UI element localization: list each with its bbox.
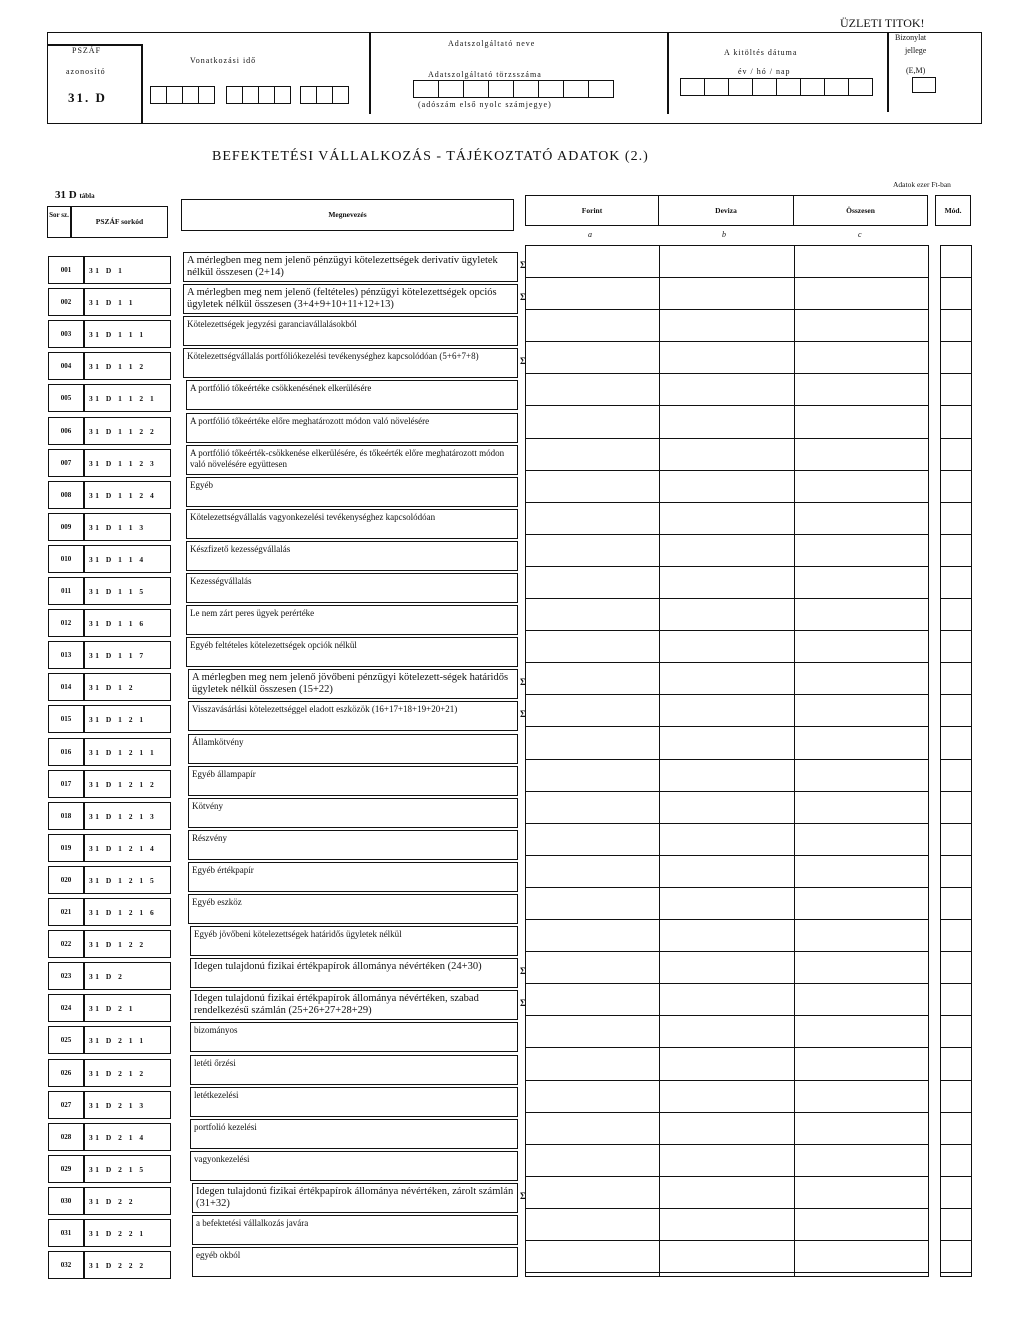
row-code: 31 D 1 1 7 (84, 641, 171, 669)
total-cell[interactable] (795, 599, 928, 630)
fx-cell[interactable] (660, 246, 794, 277)
row-code: 31 D 2 1 4 (84, 1123, 171, 1151)
fx-cell[interactable] (660, 888, 794, 919)
row-code: 31 D 1 2 1 (84, 705, 171, 733)
mod-cell[interactable] (941, 888, 971, 919)
total-cell[interactable] (795, 310, 928, 341)
total-cell[interactable] (795, 278, 928, 309)
mod-cell[interactable] (941, 856, 971, 887)
total-cell[interactable] (795, 1241, 928, 1272)
total-cell[interactable] (795, 503, 928, 534)
mod-cell[interactable] (941, 1016, 971, 1047)
row-description: Visszavásárlási kötelezettséggel eladott eszközök (16+17+18+19+20+21) (188, 701, 518, 731)
huf-cell[interactable] (526, 535, 659, 566)
mod-cell[interactable] (941, 920, 971, 951)
mod-cell[interactable] (941, 439, 971, 470)
row-serial: 017 (48, 770, 84, 798)
row-code: 31 D 2 1 2 (84, 1059, 171, 1087)
row-serial: 013 (48, 641, 84, 669)
fx-cell[interactable] (660, 599, 794, 630)
huf-cell[interactable] (526, 374, 659, 405)
huf-cell[interactable] (526, 310, 659, 341)
row-code: 31 D 2 (84, 962, 171, 990)
row-code: 31 D 2 1 (84, 994, 171, 1022)
huf-cell[interactable] (526, 856, 659, 887)
row-code: 31 D 2 1 1 (84, 1026, 171, 1054)
row-description: letétkezelési (190, 1087, 518, 1117)
mod-cell[interactable] (941, 631, 971, 662)
mod-cell[interactable] (941, 1049, 971, 1080)
huf-cell[interactable] (526, 824, 659, 855)
row-serial: 003 (48, 320, 84, 348)
total-cell[interactable] (795, 631, 928, 662)
row-description: Idegen tulajdonú fizikai értékpapírok állománya névértéken, zárolt számlán (31+32) (192, 1183, 518, 1213)
fx-cell[interactable] (660, 792, 794, 823)
row-serial: 018 (48, 802, 84, 830)
huf-cell[interactable] (526, 984, 659, 1015)
huf-cell[interactable] (526, 1209, 659, 1240)
pszaf-code: 31. D (68, 90, 107, 105)
total-cell[interactable] (795, 952, 928, 983)
total-cell[interactable] (795, 1113, 928, 1144)
row-description: portfolió kezelési (190, 1119, 518, 1149)
row-code: 31 D 1 (84, 256, 171, 284)
huf-cell[interactable] (526, 760, 659, 791)
fx-cell[interactable] (660, 407, 794, 438)
mod-cell[interactable] (941, 503, 971, 534)
row-serial: 021 (48, 898, 84, 926)
sum-marker: Σ (520, 998, 526, 1008)
huf-cell[interactable] (526, 471, 659, 502)
huf-cell[interactable] (526, 952, 659, 983)
row-serial: 001 (48, 256, 84, 284)
row-code: 31 D 2 1 5 (84, 1155, 171, 1183)
huf-cell[interactable] (526, 1016, 659, 1047)
row-description: Kötelezettségvállalás portfóliókezelési tevékenységhez kapcsolódóan (5+6+7+8) (183, 348, 518, 378)
fx-cell[interactable] (660, 471, 794, 502)
mod-cell[interactable] (941, 663, 971, 694)
fx-cell[interactable] (660, 663, 794, 694)
row-description: A mérlegben meg nem jelenő pénzügyi kötelezettségek derivatív ügyletek nélkül összesen (2+14) (183, 252, 518, 282)
total-cell[interactable] (795, 471, 928, 502)
fx-cell[interactable] (660, 760, 794, 791)
fx-cell[interactable] (660, 984, 794, 1015)
mod-cell[interactable] (941, 310, 971, 341)
row-description: Idegen tulajdonú fizikai értékpapírok állománya névértéken, szabad rendelkezésű számlán (25+26+27+28+29) (190, 990, 518, 1020)
sum-marker: Σ (520, 677, 526, 687)
row-serial: 006 (48, 417, 84, 445)
row-serial: 005 (48, 384, 84, 412)
mod-row-line (940, 1047, 972, 1048)
fx-cell[interactable] (660, 1177, 794, 1208)
huf-cell[interactable] (526, 792, 659, 823)
row-code: 31 D 2 2 2 (84, 1251, 171, 1279)
mod-cell[interactable] (941, 407, 971, 438)
mod-cell[interactable] (941, 1241, 971, 1272)
fx-cell[interactable] (660, 310, 794, 341)
provider-id-label: Adatszolgáltató törzsszáma (428, 70, 542, 79)
huf-cell[interactable] (526, 631, 659, 662)
grid-row-line (525, 1047, 929, 1048)
fx-cell[interactable] (660, 567, 794, 598)
row-code: 31 D 1 1 2 2 (84, 417, 171, 445)
pszaf-label: PSZÁF (72, 46, 102, 55)
fx-cell[interactable] (660, 1145, 794, 1176)
fill-date-input[interactable] (680, 78, 880, 96)
total-cell[interactable] (795, 760, 928, 791)
huf-cell[interactable] (526, 1081, 659, 1112)
sum-marker: Σ (520, 292, 526, 302)
fx-cell[interactable] (660, 439, 794, 470)
row-description: letéti őrzési (190, 1055, 518, 1085)
huf-cell[interactable] (526, 1049, 659, 1080)
row-description: A portfólió tőkeértéke előre meghatározott módon való növelésére (186, 413, 518, 443)
mod-cell[interactable] (941, 1177, 971, 1208)
row-description: Egyéb feltételes kötelezettségek opciók nélkül (186, 637, 518, 667)
row-description: A portfólió tőkeértéke csökkenésének elkerülésére (186, 380, 518, 410)
row-code: 31 D 1 2 1 1 (84, 738, 171, 766)
huf-cell[interactable] (526, 407, 659, 438)
col-code: PSZÁF sorkód (71, 206, 168, 238)
huf-cell[interactable] (526, 567, 659, 598)
row-description: Készfizető kezességvállalás (186, 541, 518, 571)
huf-cell[interactable] (526, 728, 659, 759)
doc-type-options: (E,M) (906, 66, 926, 75)
row-serial: 023 (48, 962, 84, 990)
huf-cell[interactable] (526, 695, 659, 726)
row-serial: 015 (48, 705, 84, 733)
col-name: Megnevezés (181, 199, 514, 231)
mod-row-line (940, 726, 972, 727)
sum-marker: Σ (520, 356, 526, 366)
total-cell[interactable] (795, 439, 928, 470)
row-code: 31 D 1 1 (84, 288, 171, 316)
row-code: 31 D 1 2 1 6 (84, 898, 171, 926)
row-code: 31 D 1 2 1 4 (84, 834, 171, 862)
total-cell[interactable] (795, 246, 928, 277)
period-label: Vonatkozási idő (190, 56, 257, 65)
row-description: Egyéb eszköz (188, 894, 518, 924)
huf-cell[interactable] (526, 920, 659, 951)
col-huf: Forint (525, 195, 659, 226)
grid-row-line (525, 405, 929, 406)
row-serial: 024 (48, 994, 84, 1022)
fx-cell[interactable] (660, 856, 794, 887)
row-code: 31 D 1 1 1 (84, 320, 171, 348)
mod-cell[interactable] (941, 760, 971, 791)
row-code: 31 D 1 1 5 (84, 577, 171, 605)
huf-cell[interactable] (526, 1113, 659, 1144)
huf-cell[interactable] (526, 1177, 659, 1208)
row-description: A portfólió tőkeérték-csökkenése elkerülésére, és tőkeérték előre meghatározott módon való növelésére együttesen (186, 445, 518, 475)
row-serial: 022 (48, 930, 84, 958)
unit-note: Adatok ezer Ft-ban (893, 180, 951, 189)
col-serial: Sor sz. (47, 206, 71, 238)
total-cell[interactable] (795, 824, 928, 855)
total-cell[interactable] (795, 695, 928, 726)
row-description: A mérlegben meg nem jelenő jövőbeni pénzügyi kötelezett-ségek határidős ügyletek nélkül összesen (15+22) (188, 669, 518, 699)
fx-cell[interactable] (660, 1016, 794, 1047)
sum-marker: Σ (520, 709, 526, 719)
row-code: 31 D 1 1 2 (84, 352, 171, 380)
mod-cell[interactable] (941, 374, 971, 405)
row-serial: 002 (48, 288, 84, 316)
fx-cell[interactable] (660, 695, 794, 726)
total-cell[interactable] (795, 888, 928, 919)
row-code: 31 D 1 2 1 2 (84, 770, 171, 798)
huf-cell[interactable] (526, 278, 659, 309)
total-cell[interactable] (795, 1177, 928, 1208)
fx-cell[interactable] (660, 1113, 794, 1144)
fx-cell[interactable] (660, 503, 794, 534)
mod-cell[interactable] (941, 728, 971, 759)
fx-cell[interactable] (660, 1081, 794, 1112)
provider-id-note: (adószám első nyolc számjegye) (418, 100, 552, 109)
total-cell[interactable] (795, 920, 928, 951)
fx-cell[interactable] (660, 535, 794, 566)
doc-type-sublabel: jellege (905, 46, 927, 55)
row-description: Részvény (188, 830, 518, 860)
total-cell[interactable] (795, 984, 928, 1015)
period-input[interactable] (150, 86, 350, 104)
row-code: 31 D 2 1 3 (84, 1091, 171, 1119)
row-serial: 007 (48, 449, 84, 477)
mod-cell[interactable] (941, 952, 971, 983)
mod-cell[interactable] (941, 824, 971, 855)
row-serial: 029 (48, 1155, 84, 1183)
mod-row-line (940, 1272, 972, 1273)
row-code: 31 D 1 2 (84, 673, 171, 701)
col-letter-c: c (858, 230, 862, 239)
row-code: 31 D 1 2 2 (84, 930, 171, 958)
fx-cell[interactable] (660, 920, 794, 951)
mod-cell[interactable] (941, 792, 971, 823)
mod-cell[interactable] (941, 1081, 971, 1112)
row-serial: 011 (48, 577, 84, 605)
total-cell[interactable] (795, 1016, 928, 1047)
row-description: Kezességvállalás (186, 573, 518, 603)
mod-cell[interactable] (941, 471, 971, 502)
row-code: 31 D 1 2 1 5 (84, 866, 171, 894)
huf-cell[interactable] (526, 503, 659, 534)
total-cell[interactable] (795, 1081, 928, 1112)
mod-cell[interactable] (941, 695, 971, 726)
total-cell[interactable] (795, 567, 928, 598)
col-fx: Deviza (658, 195, 794, 226)
row-serial: 012 (48, 609, 84, 637)
row-code: 31 D 1 1 4 (84, 545, 171, 573)
row-description: bizományos (190, 1022, 518, 1052)
fill-date-label: A kitöltés dátuma (724, 48, 798, 57)
huf-cell[interactable] (526, 599, 659, 630)
huf-cell[interactable] (526, 1241, 659, 1272)
row-serial: 016 (48, 738, 84, 766)
mod-cell[interactable] (941, 1145, 971, 1176)
sum-marker: Σ (520, 966, 526, 976)
fx-cell[interactable] (660, 278, 794, 309)
row-code: 31 D 1 1 3 (84, 513, 171, 541)
mod-cell[interactable] (941, 342, 971, 373)
col-letter-a: a (588, 230, 592, 239)
row-description: Kötelezettségvállalás vagyonkezelési tevékenységhez kapcsolódóan (186, 509, 518, 539)
fx-cell[interactable] (660, 1209, 794, 1240)
fx-cell[interactable] (660, 1241, 794, 1272)
huf-cell[interactable] (526, 246, 659, 277)
total-cell[interactable] (795, 663, 928, 694)
confidential-label: ÜZLETI TITOK! (840, 16, 925, 30)
page-title: BEFEKTETÉSI VÁLLALKOZÁS - TÁJÉKOZTATÓ ADATOK (2.) (212, 149, 649, 164)
total-cell[interactable] (795, 856, 928, 887)
total-cell[interactable] (795, 342, 928, 373)
fill-date-format: év / hó / nap (738, 67, 791, 76)
huf-cell[interactable] (526, 439, 659, 470)
row-code: 31 D 2 2 (84, 1187, 171, 1215)
row-description: Kötvény (188, 798, 518, 828)
total-cell[interactable] (795, 728, 928, 759)
col-mod: Mód. (935, 195, 971, 226)
row-serial: 026 (48, 1059, 84, 1087)
row-code: 31 D 1 1 2 4 (84, 481, 171, 509)
total-cell[interactable] (795, 535, 928, 566)
row-description: Egyéb állampapír (188, 766, 518, 796)
row-description: Egyéb jövőbeni kötelezettségek határidős ügyletek nélkül (190, 926, 518, 956)
row-description: Egyéb (186, 477, 518, 507)
row-serial: 019 (48, 834, 84, 862)
provider-id-input[interactable] (413, 80, 623, 98)
mod-cell[interactable] (941, 1113, 971, 1144)
col-letter-b: b (722, 230, 726, 239)
grid-row-line (525, 726, 929, 727)
row-description: A mérlegben meg nem jelenő (feltételes) pénzügyi kötelezettségek opciós ügyletek nélkül összesen (3+4+9+10+11+12+13) (183, 284, 518, 314)
row-serial: 031 (48, 1219, 84, 1247)
row-description: Egyéb értékpapír (188, 862, 518, 892)
total-cell[interactable] (795, 1209, 928, 1240)
total-cell[interactable] (795, 792, 928, 823)
row-serial: 009 (48, 513, 84, 541)
row-code: 31 D 1 1 6 (84, 609, 171, 637)
fx-cell[interactable] (660, 374, 794, 405)
row-serial: 020 (48, 866, 84, 894)
mod-cell[interactable] (941, 984, 971, 1015)
row-description: Államkötvény (188, 734, 518, 764)
pszaf-sublabel: azonosító (66, 67, 106, 76)
huf-cell[interactable] (526, 888, 659, 919)
doc-type-label: Bizonylat (895, 33, 927, 42)
total-cell[interactable] (795, 1145, 928, 1176)
row-code: 31 D 2 2 1 (84, 1219, 171, 1247)
fx-cell[interactable] (660, 824, 794, 855)
row-code: 31 D 1 1 2 3 (84, 449, 171, 477)
row-description: vagyonkezelési (190, 1151, 518, 1181)
row-description: Idegen tulajdonú fizikai értékpapírok állománya névértéken (24+30) (190, 958, 518, 988)
sum-marker: Σ (520, 1191, 526, 1201)
total-cell[interactable] (795, 1049, 928, 1080)
row-code: 31 D 1 1 2 1 (84, 384, 171, 412)
row-description: Le nem zárt peres ügyek perértéke (186, 605, 518, 635)
fx-cell[interactable] (660, 631, 794, 662)
row-description: a befektetési vállalkozás javára (192, 1215, 518, 1245)
mod-cell[interactable] (941, 567, 971, 598)
row-description: egyéb okból (192, 1247, 518, 1277)
row-serial: 008 (48, 481, 84, 509)
total-cell[interactable] (795, 374, 928, 405)
provider-name-label: Adatszolgáltató neve (448, 39, 536, 48)
row-serial: 025 (48, 1026, 84, 1054)
mod-cell[interactable] (941, 246, 971, 277)
row-serial: 028 (48, 1123, 84, 1151)
row-serial: 030 (48, 1187, 84, 1215)
huf-cell[interactable] (526, 342, 659, 373)
fx-cell[interactable] (660, 1049, 794, 1080)
mod-cell[interactable] (941, 278, 971, 309)
mod-cell[interactable] (941, 599, 971, 630)
fx-cell[interactable] (660, 728, 794, 759)
mod-cell[interactable] (941, 1209, 971, 1240)
row-serial: 004 (48, 352, 84, 380)
total-cell[interactable] (795, 407, 928, 438)
row-code: 31 D 1 2 1 3 (84, 802, 171, 830)
sum-marker: Σ (520, 260, 526, 270)
grid-row-line (525, 1272, 929, 1273)
row-serial: 027 (48, 1091, 84, 1119)
row-serial: 032 (48, 1251, 84, 1279)
fx-cell[interactable] (660, 952, 794, 983)
fx-cell[interactable] (660, 342, 794, 373)
doc-type-input[interactable] (912, 77, 936, 93)
mod-row-line (940, 405, 972, 406)
table-id: 31 D tábla (55, 189, 95, 201)
huf-cell[interactable] (526, 663, 659, 694)
row-serial: 014 (48, 673, 84, 701)
col-total: Összesen (793, 195, 928, 226)
mod-cell[interactable] (941, 535, 971, 566)
row-description: Kötelezettségek jegyzési garanciavállalásokból (183, 316, 518, 346)
huf-cell[interactable] (526, 1145, 659, 1176)
row-serial: 010 (48, 545, 84, 573)
